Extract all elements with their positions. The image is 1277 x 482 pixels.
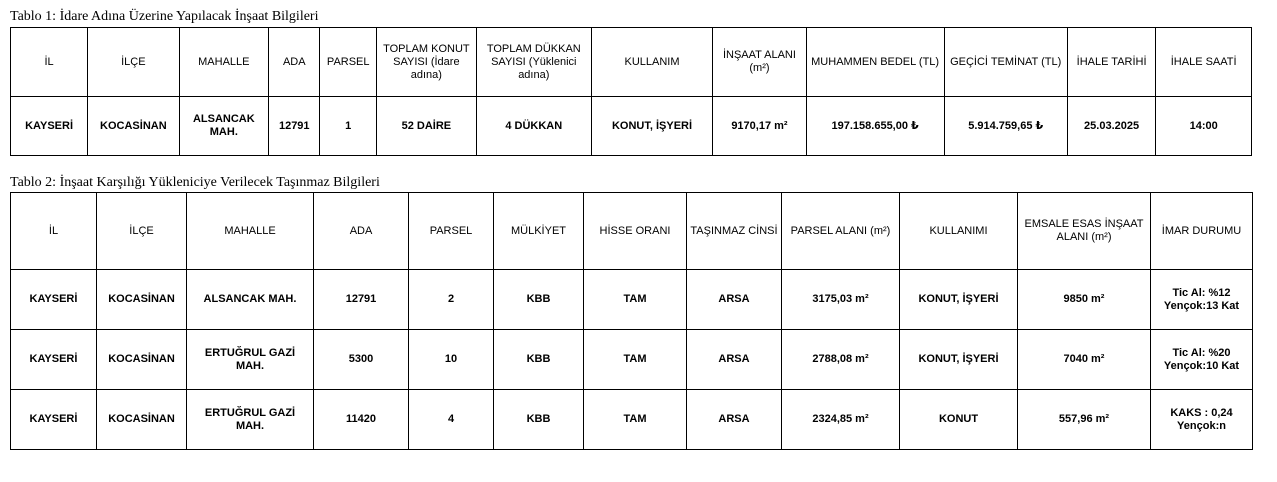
cell-muhammen-bedel: 197.158.655,00 ₺ [806,97,944,156]
cell-mulkiyet: KBB [494,330,584,390]
cell-mahalle: ALSANCAK MAH. [187,270,314,330]
cell-parsel-alani: 2788,08 m² [782,330,900,390]
imar-line-1: Tic Al: %12 [1172,286,1231,299]
cell-hisse-orani: TAM [584,390,687,450]
imar-line-2: Yençok:n [1177,419,1226,432]
cell-kullanim: KONUT, İŞYERİ [591,97,712,156]
cell-emsale-esas-insaat-alani: 7040 m² [1018,330,1151,390]
table-row [11,330,1253,390]
cell-emsale-esas-insaat-alani: 557,96 m² [1018,390,1151,450]
col-mulkiyet: MÜLKİYET [494,193,584,270]
cell-tasinmaz-cinsi: ARSA [687,270,782,330]
col-mahalle: MAHALLE [179,28,268,97]
cell-mahalle: ERTUĞRUL GAZİ MAH. [187,390,314,450]
col-mahalle: MAHALLE [187,193,314,270]
col-toplam-konut: TOPLAM KONUT SAYISI (İdare adına) [377,28,477,97]
col-ilce: İLÇE [97,193,187,270]
cell-il: KAYSERİ [11,330,97,390]
imar-line-1: KAKS : 0,24 [1170,406,1233,419]
cell-gecici-teminat: 5.914.759,65 ₺ [944,97,1067,156]
table-row [11,97,1252,156]
cell-il: KAYSERİ [11,390,97,450]
cell-mahalle: ALSANCAK MAH. [179,97,268,156]
cell-parsel: 1 [320,97,377,156]
col-gecici-teminat: GEÇİCİ TEMİNAT (TL) [944,28,1067,97]
cell-il: KAYSERİ [11,270,97,330]
cell-mulkiyet: KBB [494,390,584,450]
col-ihale-saati: İHALE SAATİ [1156,28,1252,97]
col-insaat-alani: İNŞAAT ALANI (m²) [713,28,807,97]
imar-line-2: Yençok:13 Kat [1163,299,1240,312]
cell-ilce: KOCASİNAN [97,270,187,330]
table2-caption: Tablo 2: İnşaat Karşılığı Yükleniciye Verilecek Taşınmaz Bilgileri [10,175,380,190]
col-ilce: İLÇE [88,28,180,97]
col-kullanim: KULLANIM [591,28,712,97]
col-tasinmaz-cinsi: TAŞINMAZ CİNSİ [687,193,782,270]
cell-ada: 11420 [314,390,409,450]
cell-il: KAYSERİ [11,97,88,156]
cell-tasinmaz-cinsi: ARSA [687,330,782,390]
table2-property-info [10,192,1253,450]
col-hisse-orani: HİSSE ORANI [584,193,687,270]
table1-header-row [11,28,1252,97]
col-il: İL [11,193,97,270]
table2-header-row [11,193,1253,270]
cell-parsel: 4 [409,390,494,450]
cell-mahalle: ERTUĞRUL GAZİ MAH. [187,330,314,390]
cell-insaat-alani: 9170,17 m² [713,97,807,156]
col-toplam-dukkan: TOPLAM DÜKKAN SAYISI (Yüklenici adına) [476,28,591,97]
col-parsel: PARSEL [409,193,494,270]
col-ihale-tarihi: İHALE TARİHİ [1067,28,1155,97]
cell-kullanimi: KONUT [900,390,1018,450]
cell-imar-durumu [1151,270,1253,330]
col-ada: ADA [269,28,320,97]
col-kullanimi: KULLANIMI [900,193,1018,270]
cell-tasinmaz-cinsi: ARSA [687,390,782,450]
col-parsel: PARSEL [320,28,377,97]
cell-emsale-esas-insaat-alani: 9850 m² [1018,270,1151,330]
col-imar-durumu: İMAR DURUMU [1151,193,1253,270]
cell-parsel: 10 [409,330,494,390]
cell-mulkiyet: KBB [494,270,584,330]
table1-caption: Tablo 1: İdare Adına Üzerine Yapılacak İnşaat Bilgileri [10,9,319,24]
cell-parsel-alani: 3175,03 m² [782,270,900,330]
col-emsale-esas-insaat-alani: EMSALE ESAS İNŞAAT ALANI (m²) [1018,193,1151,270]
cell-imar-durumu [1151,390,1253,450]
cell-kullanimi: KONUT, İŞYERİ [900,330,1018,390]
cell-hisse-orani: TAM [584,270,687,330]
cell-ihale-tarihi: 25.03.2025 [1067,97,1155,156]
table-row [11,270,1253,330]
cell-hisse-orani: TAM [584,330,687,390]
cell-ada: 12791 [314,270,409,330]
cell-kullanimi: KONUT, İŞYERİ [900,270,1018,330]
table-row [11,390,1253,450]
cell-imar-durumu [1151,330,1253,390]
cell-ilce: KOCASİNAN [88,97,180,156]
cell-ada: 12791 [269,97,320,156]
cell-ihale-saati: 14:00 [1156,97,1252,156]
cell-ilce: KOCASİNAN [97,330,187,390]
col-il: İL [11,28,88,97]
imar-line-1: Tic Al: %20 [1172,346,1231,359]
cell-parsel: 2 [409,270,494,330]
imar-line-2: Yençok:10 Kat [1163,359,1240,372]
cell-parsel-alani: 2324,85 m² [782,390,900,450]
cell-toplam-konut: 52 DAİRE [377,97,477,156]
cell-ada: 5300 [314,330,409,390]
cell-toplam-dukkan: 4 DÜKKAN [476,97,591,156]
cell-ilce: KOCASİNAN [97,390,187,450]
table1-construction-info [10,27,1252,156]
col-muhammen-bedel: MUHAMMEN BEDEL (TL) [806,28,944,97]
col-ada: ADA [314,193,409,270]
col-parsel-alani: PARSEL ALANI (m²) [782,193,900,270]
